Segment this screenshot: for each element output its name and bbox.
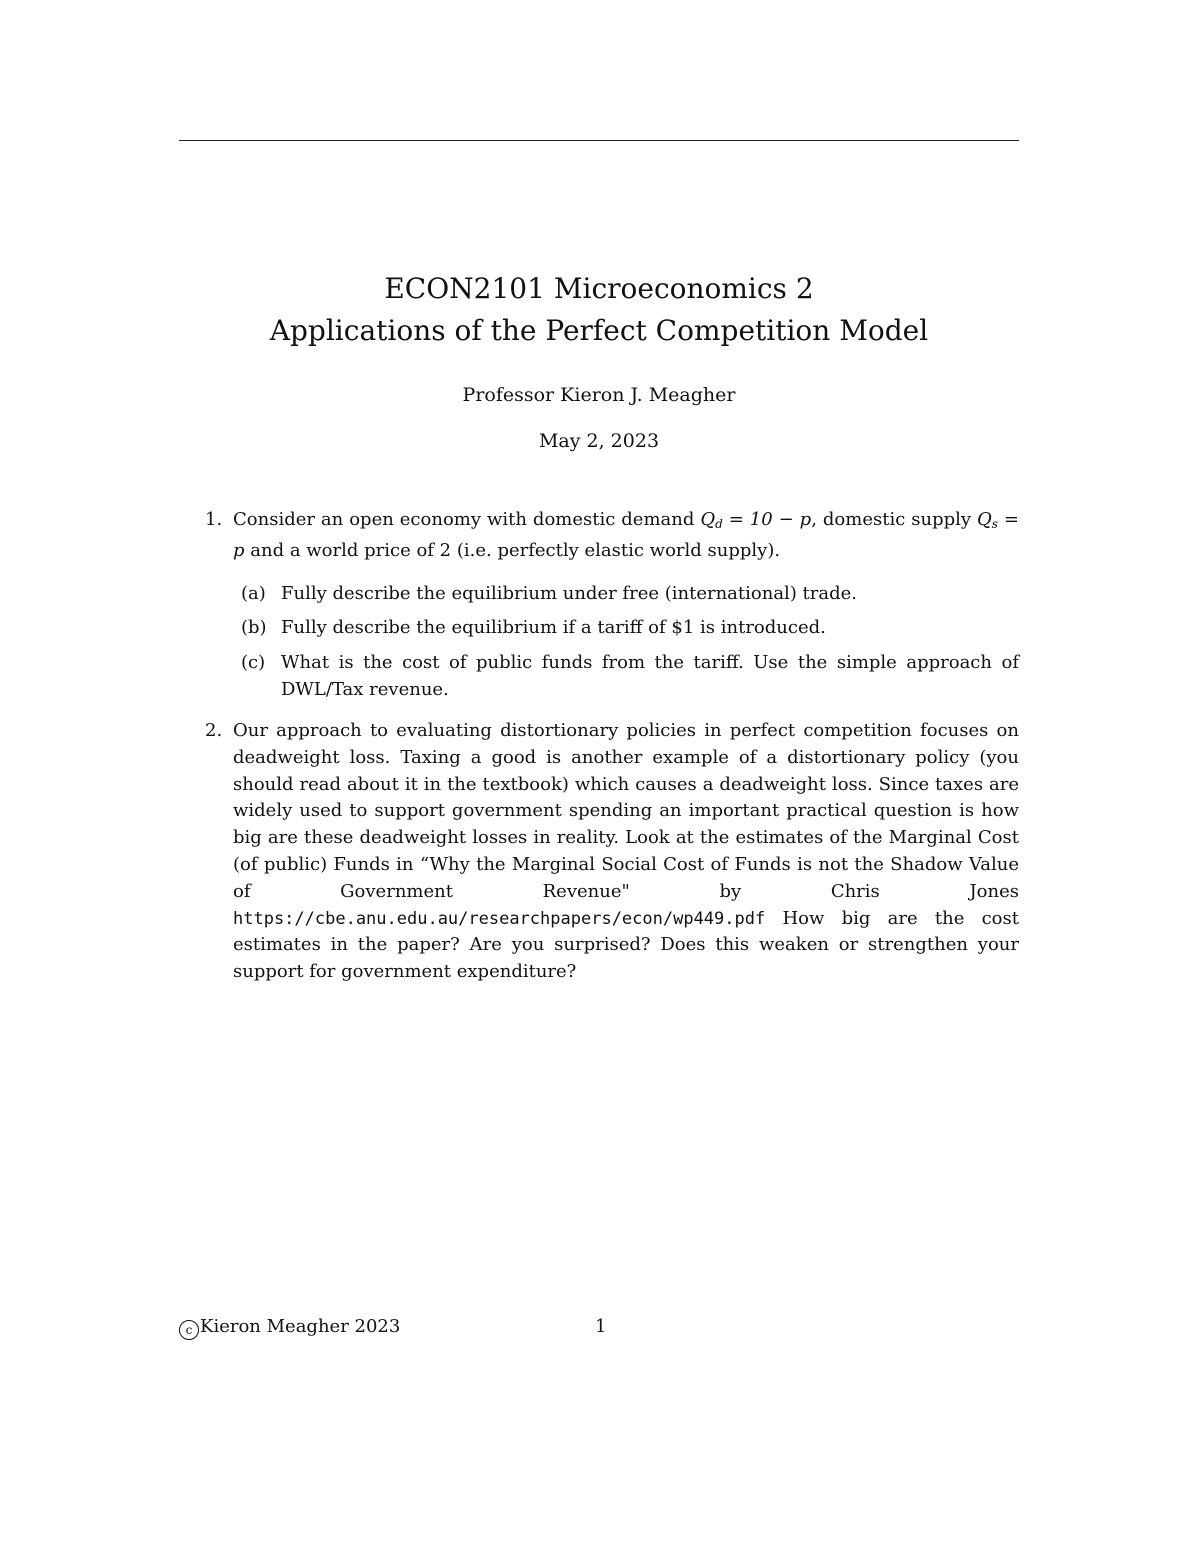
part-text: Fully describe the equilibrium if a tariff of $1 is introduced. bbox=[281, 617, 826, 639]
header-rule bbox=[179, 140, 1019, 141]
part-text: Fully describe the equilibrium under free (international) trade. bbox=[281, 582, 858, 604]
part-label: (c) bbox=[241, 652, 266, 674]
part-text: What is the cost of public funds from the tariff. Use the simple approach of DWL/Tax revenue. bbox=[281, 652, 1019, 700]
date: May 2, 2023 bbox=[538, 430, 660, 452]
question-number: 2. bbox=[205, 720, 223, 741]
part-label: (b) bbox=[241, 617, 267, 639]
question-number: 1. bbox=[205, 509, 223, 530]
author: Professor Kieron J. Meagher bbox=[462, 384, 736, 406]
page-number: 1 bbox=[595, 1316, 607, 1337]
question-part bbox=[179, 650, 1019, 704]
question-1 bbox=[179, 507, 1019, 704]
paper-link[interactable]: https://cbe.anu.edu.au/researchpapers/econ/wp449.pdf bbox=[233, 908, 766, 929]
question-part bbox=[179, 581, 1019, 608]
question-part bbox=[179, 615, 1019, 642]
copyright-text: Kieron Meagher 2023 bbox=[200, 1316, 401, 1337]
document-subtitle: Applications of the Perfect Competition Model bbox=[269, 314, 929, 347]
question-2 bbox=[179, 718, 1019, 986]
title-block bbox=[179, 268, 1019, 454]
part-label: (a) bbox=[241, 582, 266, 604]
page-footer bbox=[179, 1314, 1019, 1340]
copyright-icon: c bbox=[179, 1320, 199, 1340]
question-text: Consider an open economy with domestic demand Qd = 10 − p, domestic supply Qs = p and a world price of 2 (i.e. perfectly elastic world supply). bbox=[233, 509, 1019, 561]
question-text: Our approach to evaluating distortionary policies in perfect competition focuses on deadweight loss. Taxing a good is another example of a distortionary policy (you should read about it in the textbook) which causes a deadweight loss. Since taxes are widely used to support government spending an important practical question is how big are these deadweight losses in reality. Look at the estimates of the Marginal Cost (of public) Funds in “Why the Marginal Social Cost of Funds is not the Shadow Value of Government Revenue" by Chris Jones https://cbe.anu.edu.au/researchpapers/econ/wp449.pdf How big are the cost estimates in the paper? Are you surprised? Does this weaken or strengthen your support for government expenditure? bbox=[233, 720, 1019, 983]
document-title: ECON2101 Microeconomics 2 bbox=[384, 272, 814, 305]
